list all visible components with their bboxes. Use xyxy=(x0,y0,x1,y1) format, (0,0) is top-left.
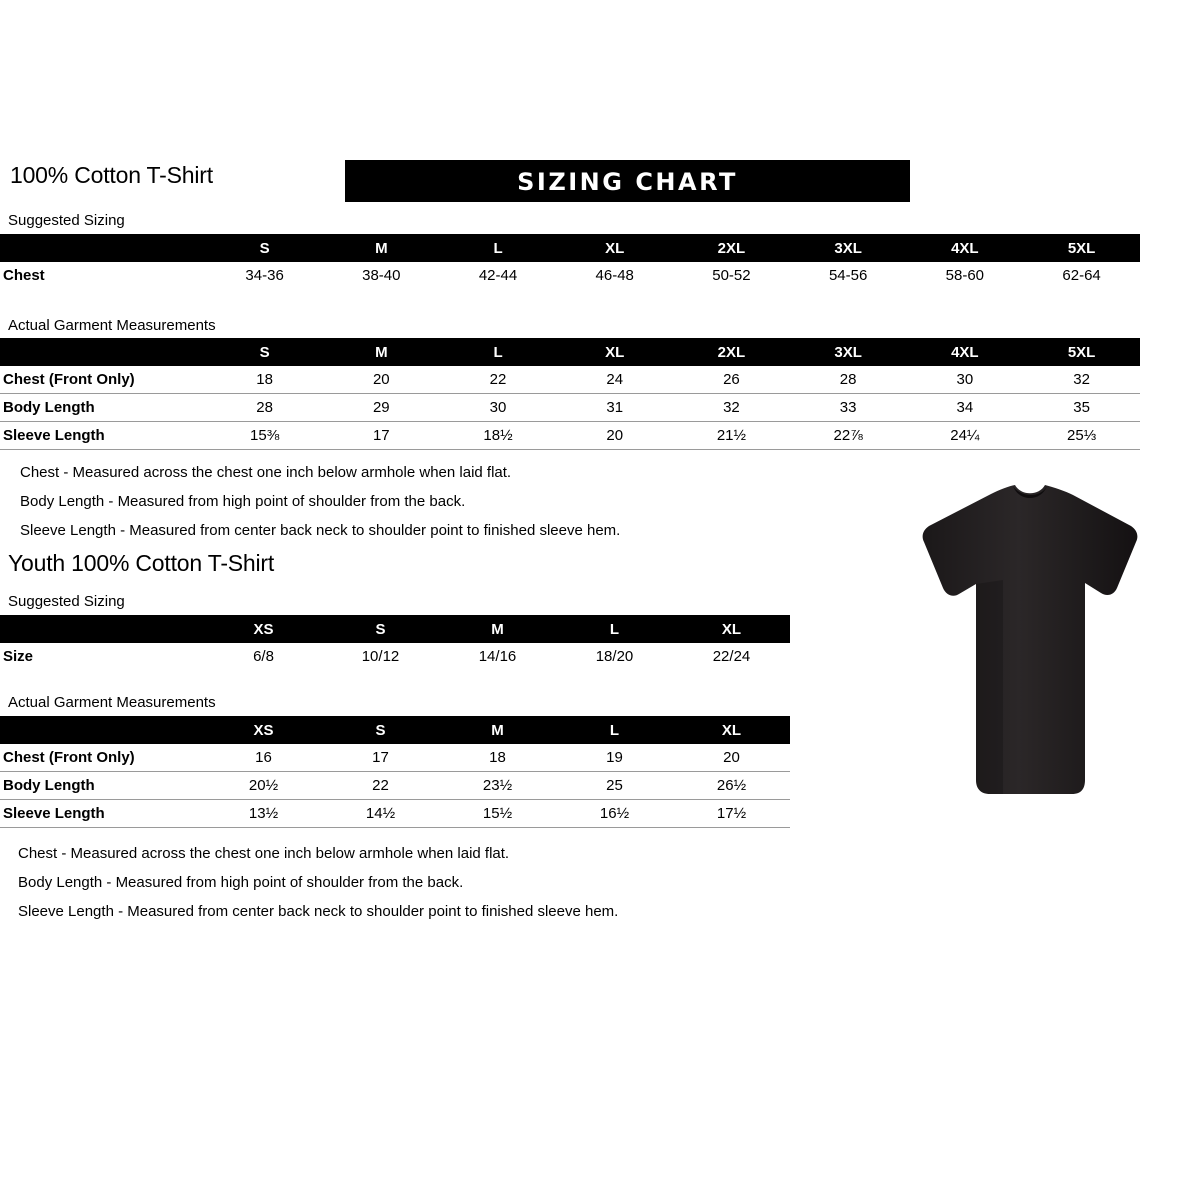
cell-value: 46-48 xyxy=(595,267,634,284)
youth-note-body-length: Body Length - Measured from high point of shoulder from the back. xyxy=(18,874,464,891)
youth-section-title: Youth 100% Cotton T-Shirt xyxy=(8,550,275,576)
column-header: 4XL xyxy=(906,338,1023,366)
column-header: XS xyxy=(205,716,322,744)
table-row xyxy=(0,744,790,772)
cell-value: 62-64 xyxy=(1062,267,1101,284)
column-header: S xyxy=(206,338,323,366)
adult-actual-table xyxy=(0,338,1140,450)
row-label: Body Length xyxy=(0,394,206,422)
table-header-row xyxy=(0,338,1140,366)
table-row xyxy=(0,394,1140,422)
cell-value: 17 xyxy=(323,422,440,450)
table-row xyxy=(0,366,1140,394)
adult-suggested-label: Suggested Sizing xyxy=(8,212,125,229)
youth-note-sleeve-length: Sleeve Length - Measured from center back neck to shoulder point to finished sleeve hem. xyxy=(18,903,619,920)
column-header: S xyxy=(322,716,439,744)
cell-value: 20 xyxy=(556,422,673,450)
youth-suggested-label: Suggested Sizing xyxy=(8,593,125,610)
column-header: M xyxy=(439,716,556,744)
table-header-row xyxy=(0,615,790,643)
cell-value: 31 xyxy=(556,394,673,422)
column-header: S xyxy=(206,234,323,262)
cell-value: 13½ xyxy=(205,800,322,828)
row-label: Body Length xyxy=(0,772,205,800)
column-header: M xyxy=(323,338,440,366)
cell-value: 15½ xyxy=(439,800,556,828)
headline-row xyxy=(10,160,910,202)
cell-value: 20½ xyxy=(205,772,322,800)
cell-value: 18 xyxy=(439,744,556,772)
column-header: 5XL xyxy=(1023,338,1140,366)
adult-note-chest: Chest - Measured across the chest one inch below armhole when laid flat. xyxy=(20,464,512,481)
column-header: L xyxy=(440,234,557,262)
cell-value: 23½ xyxy=(439,772,556,800)
cell-value: 30 xyxy=(440,394,557,422)
cell-value: 15⅜ xyxy=(206,422,323,450)
column-header xyxy=(0,716,205,744)
cell-value: 24¼ xyxy=(906,422,1023,450)
column-header: 3XL xyxy=(790,338,907,366)
column-header: 3XL xyxy=(790,234,907,262)
adult-actual-label: Actual Garment Measurements xyxy=(8,317,216,334)
cell-value: 22⅞ xyxy=(790,422,907,450)
cell-value: 22 xyxy=(322,772,439,800)
tshirt-illustration xyxy=(895,480,1165,810)
cell-value: 50-52 xyxy=(712,267,751,284)
column-header: 4XL xyxy=(906,234,1023,262)
cell-value: 25 xyxy=(556,772,673,800)
cell-value: 30 xyxy=(906,366,1023,394)
adult-section-title: 100% Cotton T-Shirt xyxy=(10,162,213,188)
cell-value: 10/12 xyxy=(361,648,400,665)
cell-value: 19 xyxy=(556,744,673,772)
row-label: Chest xyxy=(3,267,45,284)
table-row xyxy=(0,643,790,670)
row-label: Sleeve Length xyxy=(0,800,205,828)
cell-value: 34 xyxy=(906,394,1023,422)
cell-value: 42-44 xyxy=(478,267,518,284)
row-label: Size xyxy=(3,648,34,665)
column-header: M xyxy=(323,234,440,262)
cell-value: 6/8 xyxy=(253,648,274,665)
adult-note-sleeve-length: Sleeve Length - Measured from center back neck to shoulder point to finished sleeve hem. xyxy=(20,522,621,539)
column-header: S xyxy=(322,615,439,643)
cell-value: 34-36 xyxy=(245,267,284,284)
cell-value: 25⅓ xyxy=(1023,422,1140,450)
column-header: L xyxy=(556,615,673,643)
column-header: 2XL xyxy=(673,234,790,262)
column-header xyxy=(0,615,205,643)
youth-note-chest: Chest - Measured across the chest one inch below armhole when laid flat. xyxy=(18,845,510,862)
youth-actual-label: Actual Garment Measurements xyxy=(8,694,216,711)
cell-value: 33 xyxy=(790,394,907,422)
youth-actual-table xyxy=(0,716,790,828)
cell-value: 17½ xyxy=(673,800,790,828)
column-header xyxy=(0,234,206,262)
column-header: XL xyxy=(673,615,790,643)
sizing-chart-banner xyxy=(345,160,910,202)
column-header: 5XL xyxy=(1023,234,1140,262)
cell-value: 20 xyxy=(323,366,440,394)
table-row xyxy=(0,422,1140,450)
column-header xyxy=(0,338,206,366)
column-header: XL xyxy=(673,716,790,744)
cell-value: 16 xyxy=(205,744,322,772)
table-header-row xyxy=(0,716,790,744)
adult-note-body-length: Body Length - Measured from high point of shoulder from the back. xyxy=(20,493,466,510)
cell-value: 28 xyxy=(206,394,323,422)
table-row xyxy=(0,800,790,828)
cell-value: 22 xyxy=(440,366,557,394)
cell-value: 17 xyxy=(322,744,439,772)
cell-value: 38-40 xyxy=(362,267,401,284)
table-row xyxy=(0,262,1140,289)
youth-suggested-table xyxy=(0,615,790,670)
cell-value: 32 xyxy=(673,394,790,422)
cell-value: 18½ xyxy=(440,422,557,450)
cell-value: 54-56 xyxy=(828,267,868,284)
cell-value: 14½ xyxy=(322,800,439,828)
cell-value: 35 xyxy=(1023,394,1140,422)
cell-value: 26½ xyxy=(673,772,790,800)
column-header: L xyxy=(440,338,557,366)
sizing-chart-banner-label: SIZING CHART xyxy=(517,168,738,196)
cell-value: 58-60 xyxy=(945,267,985,284)
cell-value: 26 xyxy=(673,366,790,394)
cell-value: 18 xyxy=(206,366,323,394)
column-header: XL xyxy=(556,338,673,366)
column-header: 2XL xyxy=(673,338,790,366)
cell-value: 22/24 xyxy=(712,648,751,665)
cell-value: 29 xyxy=(323,394,440,422)
cell-value: 14/16 xyxy=(478,648,517,665)
cell-value: 20 xyxy=(673,744,790,772)
cell-value: 16½ xyxy=(556,800,673,828)
adult-suggested-table xyxy=(0,234,1140,289)
table-row xyxy=(0,772,790,800)
cell-value: 21½ xyxy=(673,422,790,450)
row-label: Chest (Front Only) xyxy=(0,744,205,772)
cell-value: 28 xyxy=(790,366,907,394)
table-header-row xyxy=(0,234,1140,262)
column-header: L xyxy=(556,716,673,744)
row-label: Sleeve Length xyxy=(0,422,206,450)
column-header: M xyxy=(439,615,556,643)
cell-value: 24 xyxy=(556,366,673,394)
column-header: XS xyxy=(205,615,322,643)
cell-value: 32 xyxy=(1023,366,1140,394)
cell-value: 18/20 xyxy=(595,648,634,665)
column-header: XL xyxy=(556,234,673,262)
row-label: Chest (Front Only) xyxy=(0,366,206,394)
